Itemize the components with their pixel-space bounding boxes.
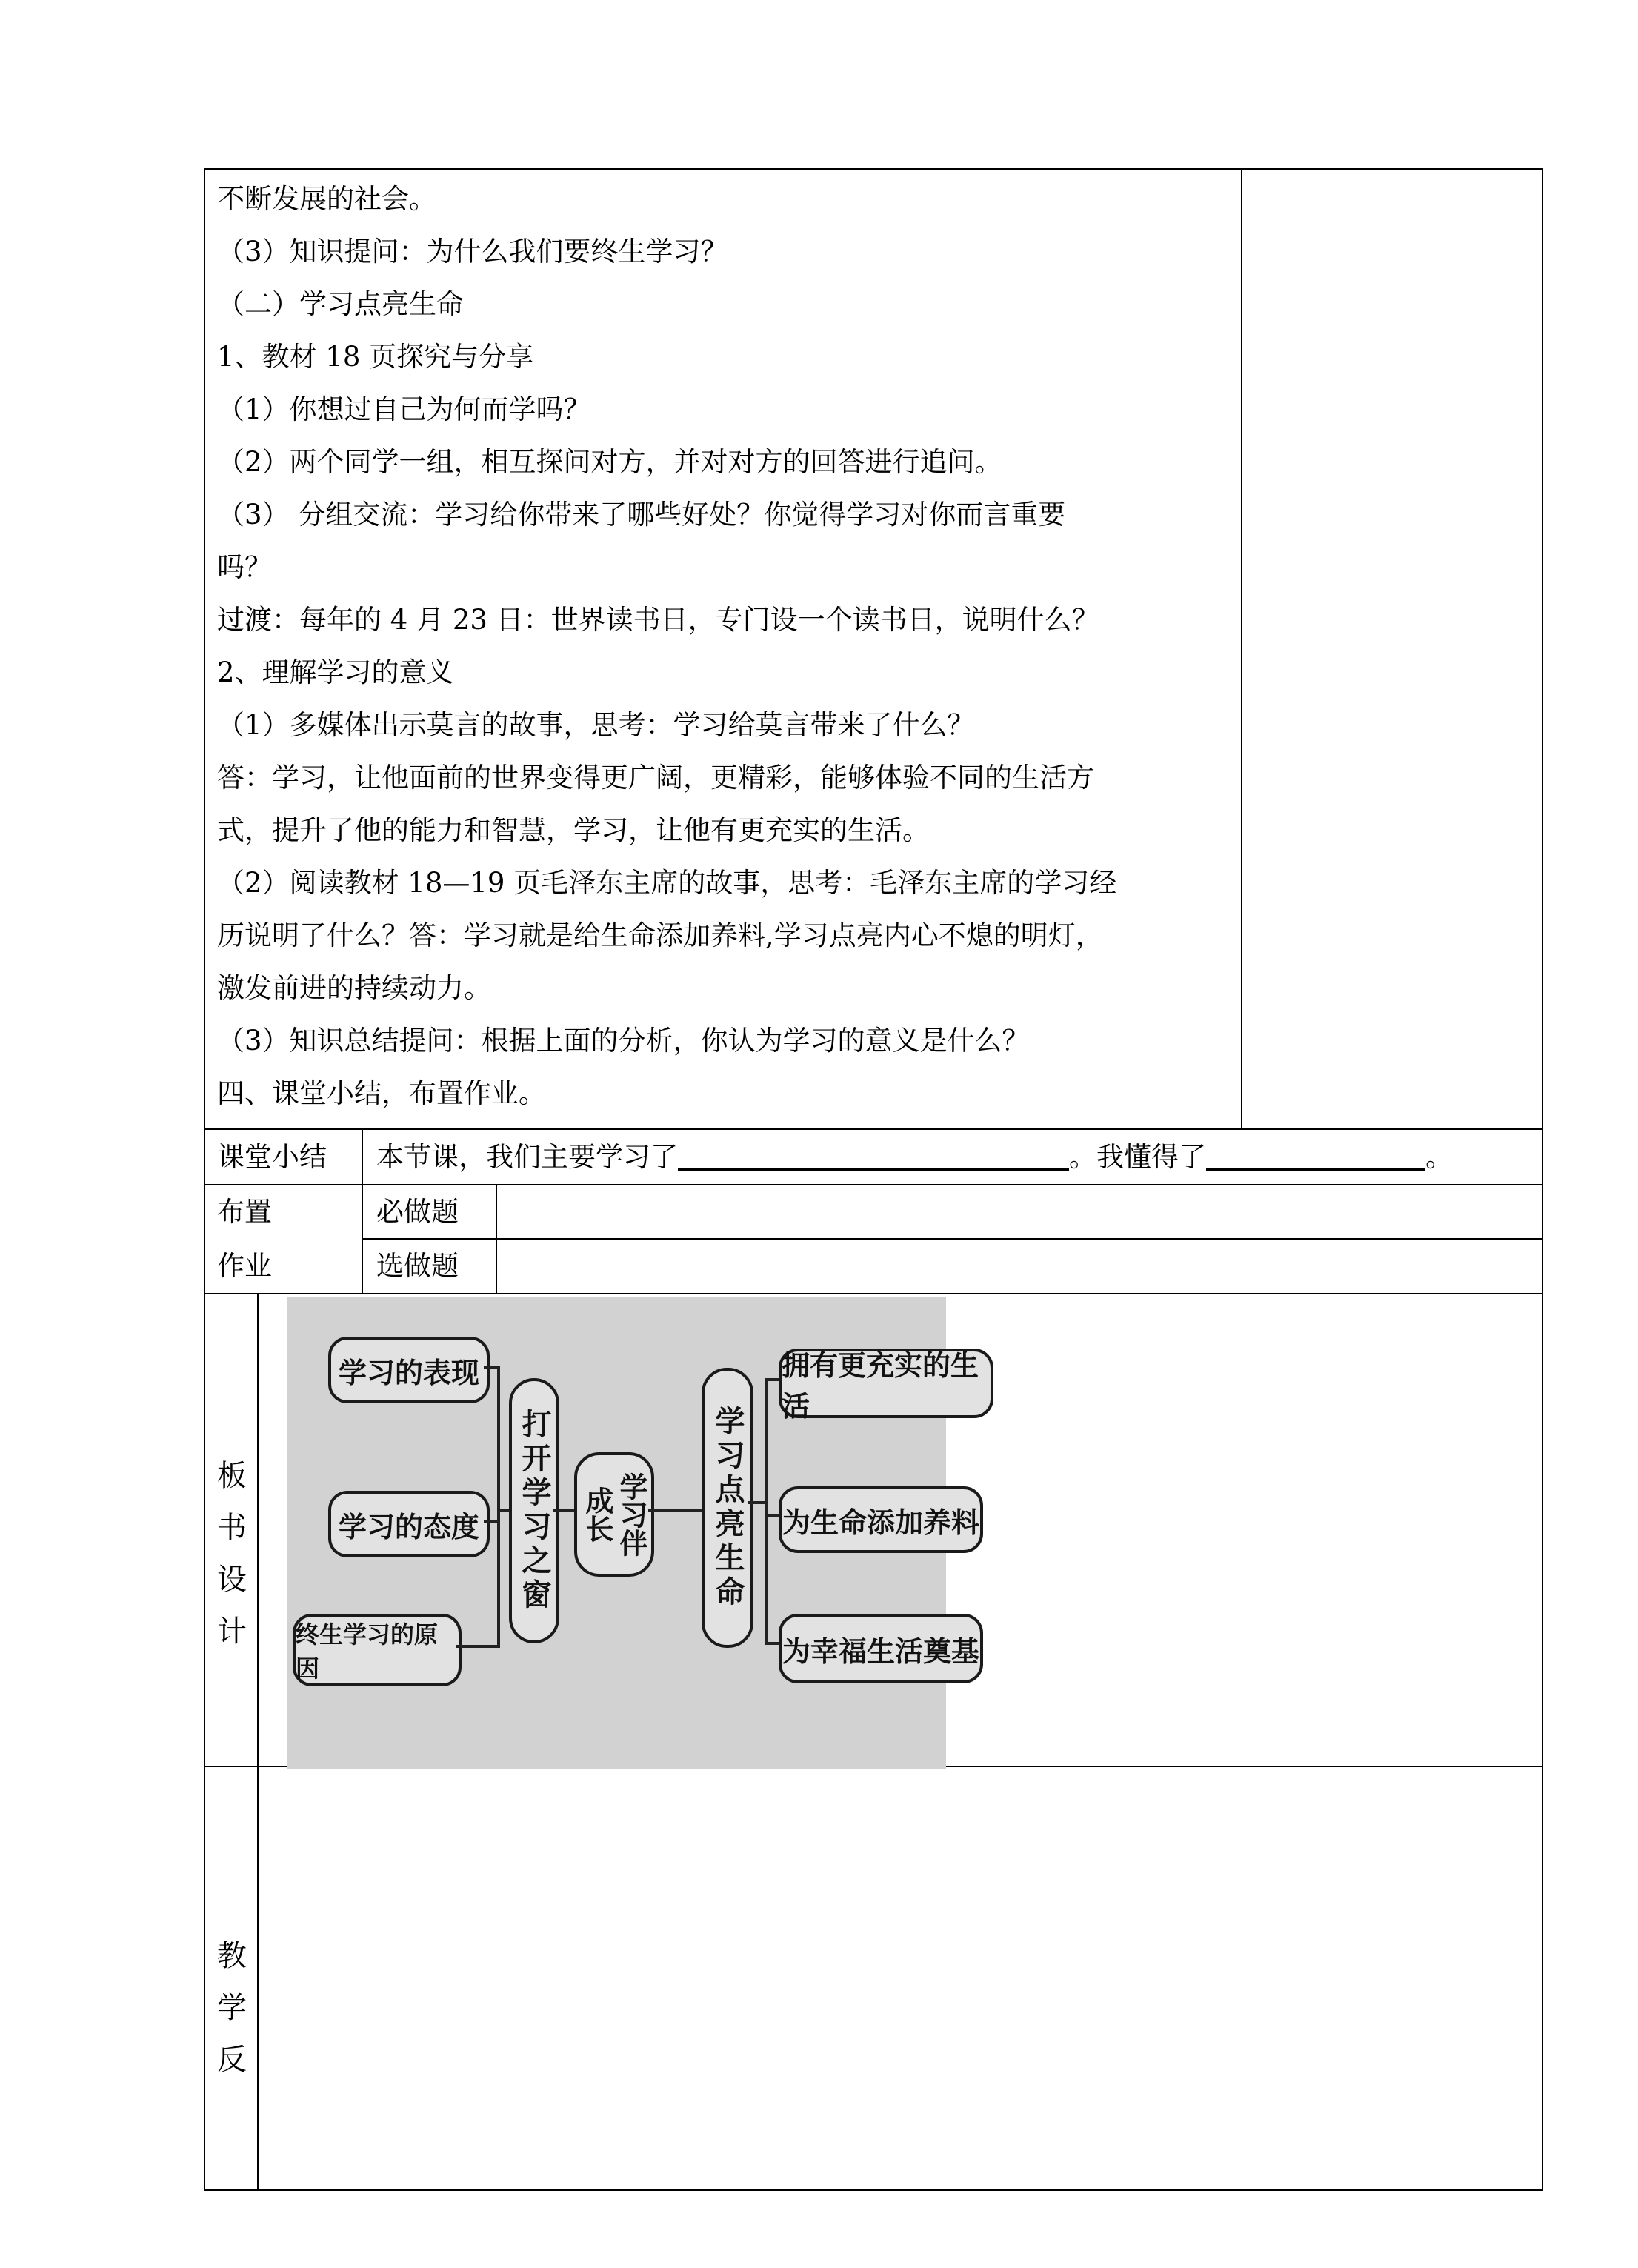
body-line: 不断发展的社会。 bbox=[217, 183, 436, 215]
required-homework-field[interactable] bbox=[498, 1186, 1540, 1237]
homework-divider bbox=[496, 1184, 497, 1293]
summary-text bbox=[376, 1142, 1453, 1171]
board-design-label: 计 bbox=[217, 1614, 247, 1649]
connector bbox=[484, 1366, 499, 1369]
right-branch-box bbox=[702, 1368, 753, 1648]
body-line: （1）多媒体出示莫言的故事，思考：学习给莫言带来了什么？ bbox=[217, 709, 975, 741]
summary-text-c: 。 bbox=[1425, 1141, 1453, 1173]
right-item: 为幸福生活奠基 bbox=[779, 1614, 983, 1683]
board-design-label: 板 bbox=[217, 1459, 247, 1493]
connector bbox=[497, 1366, 500, 1648]
board-diagram-photo bbox=[287, 1297, 979, 1769]
homework-label-1: 布置 bbox=[217, 1196, 272, 1228]
body-line: （2）两个同学一组，相互探问对方，并对对方的回答进行追问。 bbox=[217, 446, 1002, 478]
left-branch-box bbox=[509, 1378, 559, 1643]
right-item: 拥有更充实的生活 bbox=[779, 1349, 993, 1418]
reflection-field[interactable] bbox=[260, 1769, 1540, 2188]
summary-text-a: 本节课，我们主要学习了 bbox=[376, 1141, 678, 1173]
body-line: （2）阅读教材 18—19 页毛泽东主席的故事，思考：毛泽东主席的学习经 bbox=[217, 867, 1117, 899]
left-item: 学习的态度 bbox=[328, 1491, 490, 1557]
reflection-label: 反 bbox=[217, 2043, 247, 2077]
body-line: 1、教材 18 页探究与分享 bbox=[217, 341, 534, 373]
body-line: 过渡：每年的 4 月 23 日：世界读书日，专门设一个读书日，说明什么？ bbox=[217, 604, 1099, 636]
board-divider bbox=[257, 1293, 259, 2189]
board-design-label: 设 bbox=[217, 1563, 247, 1597]
homework-label-2: 作业 bbox=[217, 1250, 272, 1282]
body-line: （3）知识提问：为什么我们要终生学习？ bbox=[217, 236, 728, 267]
body-line: 激发前进的持续动力。 bbox=[217, 972, 491, 1004]
body-line: （3）知识总结提问：根据上面的分析，你认为学习的意义是什么？ bbox=[217, 1025, 1030, 1057]
connector bbox=[765, 1642, 780, 1645]
summary-divider bbox=[362, 1128, 363, 1293]
row-divider bbox=[204, 1293, 1543, 1294]
notes-column-divider bbox=[1241, 168, 1242, 1128]
row-divider bbox=[204, 1184, 1543, 1185]
body-line: 吗？ bbox=[217, 551, 272, 583]
table-top-border bbox=[204, 168, 1543, 170]
summary-label: 课堂小结 bbox=[217, 1141, 327, 1173]
row-divider bbox=[362, 1238, 1543, 1240]
table-left-border bbox=[204, 168, 205, 2191]
left-branch-text: 打开学习之窗 bbox=[517, 1409, 551, 1613]
body-line: 式，提升了他的能力和智慧，学习，让他有更充实的生活。 bbox=[217, 814, 930, 846]
required-homework-label: 必做题 bbox=[376, 1196, 459, 1228]
right-item: 为生命添加养料 bbox=[779, 1486, 983, 1553]
reflection-label: 学 bbox=[217, 1991, 247, 2025]
right-branch-text: 学习点亮生命 bbox=[710, 1406, 745, 1610]
connector bbox=[497, 1509, 509, 1512]
connector bbox=[765, 1378, 768, 1645]
connector bbox=[456, 1645, 499, 1648]
body-line: 2、理解学习的意义 bbox=[217, 656, 454, 688]
body-line: 四、课堂小结，布置作业。 bbox=[217, 1077, 546, 1109]
body-line: （1）你想过自己为何而学吗？ bbox=[217, 393, 591, 425]
connector bbox=[748, 1501, 767, 1504]
row-divider bbox=[204, 1128, 1543, 1130]
board-design-label: 书 bbox=[217, 1511, 247, 1545]
body-line: （3） 分组交流：学习给你带来了哪些好处？你觉得学习对你而言重要 bbox=[217, 499, 1066, 531]
optional-homework-field[interactable] bbox=[498, 1240, 1540, 1291]
left-item: 学习的表现 bbox=[328, 1337, 490, 1403]
table-right-border bbox=[1542, 168, 1543, 2191]
connector bbox=[553, 1509, 576, 1512]
center-text: 学习伴成长 bbox=[581, 1472, 647, 1557]
connector bbox=[648, 1509, 702, 1512]
body-line: 答：学习，让他面前的世界变得更广阔，更精彩，能够体验不同的生活方 bbox=[217, 762, 1094, 794]
reflection-label: 教 bbox=[217, 1939, 247, 1973]
optional-homework-label: 选做题 bbox=[376, 1250, 459, 1282]
body-line: （二）学习点亮生命 bbox=[217, 288, 464, 320]
table-bottom-border bbox=[204, 2189, 1543, 2191]
summary-blank-2[interactable] bbox=[1206, 1142, 1425, 1171]
left-item: 终生学习的原因 bbox=[293, 1614, 462, 1686]
summary-blank-1[interactable] bbox=[678, 1142, 1069, 1171]
body-line: 历说明了什么？答：学习就是给生命添加养料,学习点亮内心不熄的明灯， bbox=[217, 919, 1103, 951]
connector bbox=[765, 1378, 780, 1381]
center-box bbox=[574, 1452, 654, 1577]
connector bbox=[765, 1514, 780, 1517]
connector bbox=[484, 1520, 499, 1523]
summary-text-b: 。我懂得了 bbox=[1069, 1141, 1206, 1173]
